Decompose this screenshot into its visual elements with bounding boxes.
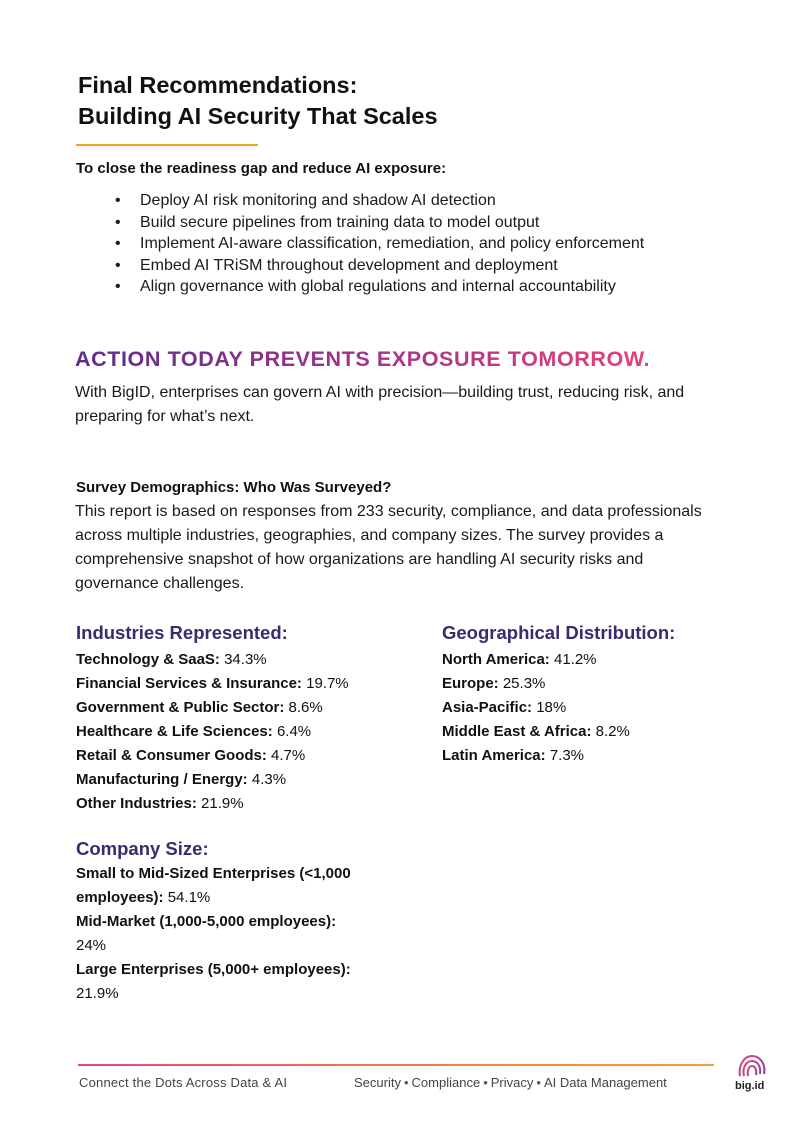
bullet-separator: • (536, 1075, 541, 1090)
stat-value: 21.9% (76, 985, 119, 1002)
action-heading-svg (75, 343, 715, 373)
list-item (76, 862, 356, 910)
list-item (76, 648, 349, 672)
stat-value: 4.7% (271, 747, 306, 764)
logo-wordmark: big.id (735, 1080, 765, 1092)
list-item (76, 672, 349, 696)
stat-label: Latin America: (442, 747, 546, 764)
list-item (76, 744, 349, 768)
stat-label: North America: (442, 651, 550, 668)
list-item: • Build secure pipelines from training data to model output (110, 212, 710, 234)
recommendation-list (110, 190, 710, 298)
stat-value: 25.3% (502, 675, 546, 692)
list-item: • Align governance with global regulations and internal accountability (110, 276, 710, 298)
action-heading (75, 343, 715, 373)
list-item (76, 958, 356, 1006)
stat-value: 6.4% (276, 723, 312, 740)
footer-topics (354, 1075, 667, 1090)
bullet-separator: • (403, 1075, 409, 1090)
geography-heading: Geographical Distribution: (442, 622, 676, 643)
stat-value: 18% (536, 699, 567, 716)
list-item (76, 792, 349, 816)
stat-label: Healthcare & Life Sciences: (76, 723, 273, 740)
list-item (442, 648, 630, 672)
industries-heading: Industries Represented: (76, 622, 288, 643)
stat-label: Financial Services & Insurance: (76, 675, 302, 692)
list-item (442, 720, 630, 744)
page-title-line2: Building AI Security That Scales (78, 103, 438, 129)
list-item (76, 910, 356, 958)
stat-value: 8.6% (288, 699, 323, 716)
stat-value: 7.3% (549, 747, 585, 764)
footer-topic: Security (354, 1075, 401, 1090)
stat-label: Mid-Market (1,000-5,000 employees): (76, 913, 337, 930)
stat-value: 19.7% (306, 675, 349, 692)
survey-body: This report is based on responses from 233 security, compliance, and data professionals across multiple industries, geographies, and company sizes. The survey provides a comprehensive snapshot of how organizations are handling AI security risks and governance challenges. (75, 503, 702, 592)
list-item: • Deploy AI risk monitoring and shadow AI detection (110, 190, 710, 212)
stat-value: 8.2% (595, 723, 630, 740)
list-item (442, 696, 630, 720)
footer-topic: Privacy (490, 1075, 534, 1090)
geography-list (442, 648, 630, 768)
stat-label: Government & Public Sector: (76, 699, 285, 716)
stat-value: 21.9% (201, 795, 244, 812)
stat-label: Small to Mid-Sized Enterprises (<1,000 employees): (76, 865, 351, 906)
stat-label: Asia-Pacific: (442, 699, 533, 716)
title-underline (76, 144, 258, 146)
page-title-line1: Final Recommendations: (78, 72, 358, 98)
stat-label: Other Industries: (76, 795, 197, 812)
stat-value: 41.2% (553, 651, 597, 668)
list-item (76, 696, 349, 720)
list-item: • Implement AI-aware classification, remediation, and policy enforcement (110, 233, 710, 255)
survey-title: Survey Demographics: Who Was Surveyed? (76, 479, 392, 496)
footer-topic: AI Data Management (543, 1075, 667, 1090)
list-item (442, 744, 630, 768)
stat-value: 34.3% (224, 651, 267, 668)
action-body: With BigID, enterprises can govern AI with precision—building trust, reducing risk, and preparing for what’s next. (75, 384, 685, 425)
stat-label: Europe: (442, 675, 499, 692)
industries-list (76, 648, 349, 816)
stat-label: Middle East & Africa: (442, 723, 592, 740)
list-item: • Embed AI TRiSM throughout development and deployment (110, 255, 710, 277)
bullet-separator: • (483, 1075, 488, 1090)
stat-label: Large Enterprises (5,000+ employees): (76, 961, 351, 978)
list-item (76, 720, 349, 744)
stat-value: 54.1% (167, 889, 211, 906)
stat-label: Retail & Consumer Goods: (76, 747, 267, 764)
list-item (76, 768, 349, 792)
stat-label: Technology & SaaS: (76, 651, 220, 668)
action-heading-text: ACTION TODAY PREVENTS EXPOSURE TOMORROW. (75, 347, 651, 371)
footer-divider (78, 1064, 714, 1066)
footer-tagline: Connect the Dots Across Data & AI (79, 1075, 288, 1090)
intro-text: To close the readiness gap and reduce AI exposure: (76, 160, 447, 177)
footer-topic: Compliance (411, 1075, 481, 1090)
bigid-logo-icon (732, 1050, 772, 1100)
list-item (442, 672, 630, 696)
company-size-list (76, 862, 356, 1006)
stat-label: Manufacturing / Energy: (76, 771, 248, 788)
stat-value: 24% (76, 937, 107, 954)
company-size-heading: Company Size: (76, 838, 209, 859)
stat-value: 4.3% (251, 771, 287, 788)
page-title (78, 70, 698, 132)
